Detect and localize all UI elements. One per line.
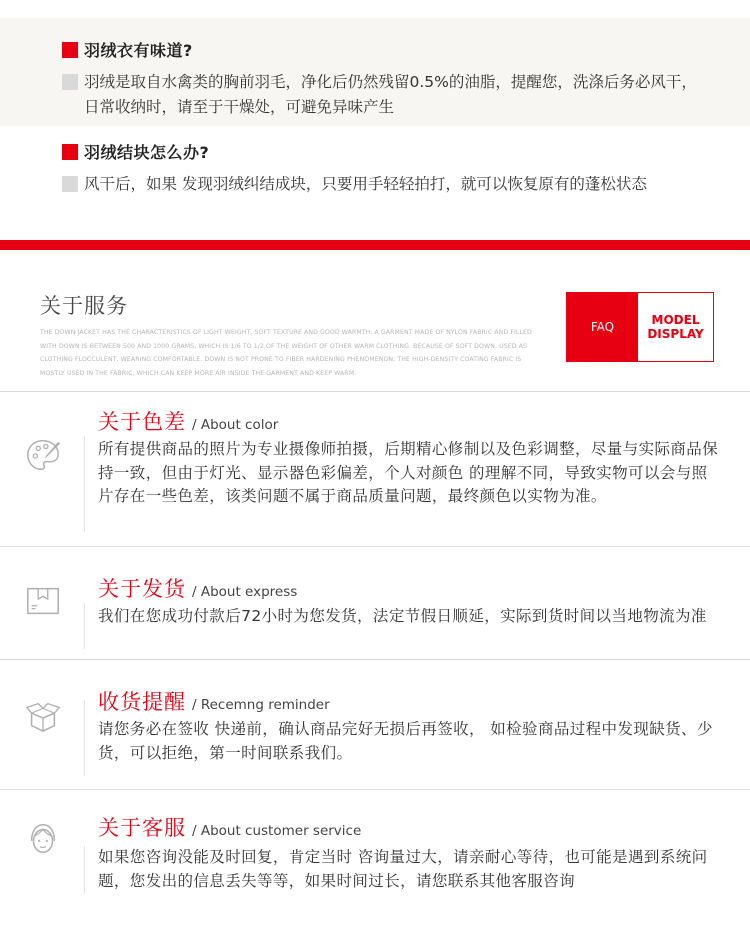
- gray-square-bullet-icon: [62, 74, 78, 90]
- row-title: 关于客服: [98, 816, 186, 840]
- row-subtitle: / About customer service: [192, 823, 362, 839]
- row-divider-line: [84, 603, 85, 649]
- faq-answer: [62, 70, 702, 120]
- palette-icon: [24, 436, 62, 474]
- faq-item: [0, 18, 750, 126]
- row-title: 关于发货: [98, 577, 186, 601]
- package-box-icon: [24, 582, 62, 620]
- faq-question: [62, 140, 209, 163]
- red-square-bullet-icon: [62, 42, 78, 58]
- row-body-text: 请您务必在签收 快递前，确认商品完好无损后再签收， 如检验商品过程中发现缺货、少货，可以拒绝，第一时间联系我们。: [98, 720, 713, 762]
- row-body-text: 如果您咨询没能及时回复，肯定当时 咨询量过大，请亲耐心等待，也可能是遇到系统问题，您发出的信息丢失等等，如果时间过长，请您联系其他客服咨询: [98, 848, 708, 890]
- row-body-text: 我们在您成功付款后72小时为您发货，法定节假日顺延，实际到货时间以当地物流为准: [98, 607, 707, 625]
- faq-answer-text: 羽绒是取自水禽类的胸前羽毛，净化后仍然残留0.5%的油脂，提醒您，洗涤后务必风干，日常收纳时，请至于干燥处，可避免异味产生: [84, 73, 697, 116]
- faq-answer: [62, 172, 702, 197]
- service-description: THE DOWN JACKET HAS THE CHARACTERISTICS OF LIGHT WEIGHT, SOFT TEXTURE AND GOOD WARMTH. A GARMENT MADE OF NYLON FABRIC AND FILLED WITH DOWN IS BETWEEN 500 AND 1000 GRAMS, WHICH IS 1/6 TO 1/2 OF THE WEIGHT OF OTHER WARM CLOTHING. BECAUSE OF SOFT DOWN, USED AS CLOTHING FLOCCULENT, WEARING COMFORTABLE. DOWN IS NOT PRONE TO FIBER HARDENING PHENOMENON; THE HIGH-DENSITY COATING FABRIC IS MOSTLY USED IN THE FABRIC, WHICH CAN KEEP MORE AIR INSIDE THE GARMENT AND KEEP WARM.: [40, 329, 532, 377]
- service-row-customer-service: [0, 789, 750, 948]
- faq-question: [62, 38, 193, 61]
- faq-question-text: 羽绒衣有味道?: [84, 41, 193, 60]
- open-box-icon: [24, 697, 62, 735]
- section-divider-bar: [0, 240, 750, 250]
- faq-model-tabs: [566, 292, 714, 362]
- row-subtitle: / Recemng reminder: [192, 697, 330, 713]
- row-heading: [98, 812, 361, 842]
- service-title: 关于服务: [40, 294, 128, 318]
- faq-item: [0, 126, 750, 240]
- row-subtitle: / About color: [192, 417, 279, 433]
- model-display-tab[interactable]: [638, 293, 713, 361]
- faq-question-text: 羽绒结块怎么办?: [84, 143, 210, 162]
- service-row-receiving: [0, 659, 750, 789]
- service-row-color: [0, 391, 750, 546]
- row-title: 关于色差: [98, 410, 186, 434]
- customer-service-icon: [24, 820, 62, 858]
- row-divider-line: [84, 700, 85, 776]
- row-heading: [98, 406, 278, 436]
- row-title: 收货提醒: [98, 690, 186, 714]
- row-heading: [98, 686, 330, 716]
- faq-answer-text: 风干后，如果 发现羽绒纠结成块，只要用手轻轻拍打，就可以恢复原有的蓬松状态: [84, 175, 647, 193]
- row-divider-line: [84, 846, 85, 894]
- row-body-text: 所有提供商品的照片为专业摄像师拍摄，后期精心修制以及色彩调整，尽量与实际商品保持一致，但由于灯光、显示器色彩偏差，个人对颜色 的理解不同，导致实物可以会与照片存在一些色差，该类问题不属于商品质量问题，最终颜色以实物为准。: [98, 440, 719, 505]
- gray-square-bullet-icon: [62, 176, 78, 192]
- model-display-label-line2: DISPLAY: [647, 327, 704, 341]
- service-row-express: [0, 546, 750, 659]
- faq-tab[interactable]: FAQ: [567, 293, 638, 361]
- red-square-bullet-icon: [62, 144, 78, 160]
- service-header: [0, 250, 750, 390]
- row-divider-line: [84, 436, 85, 532]
- row-heading: [98, 573, 297, 603]
- model-display-label-line1: MODEL: [651, 313, 700, 327]
- faq-section: [0, 0, 750, 240]
- row-subtitle: / About express: [192, 584, 298, 600]
